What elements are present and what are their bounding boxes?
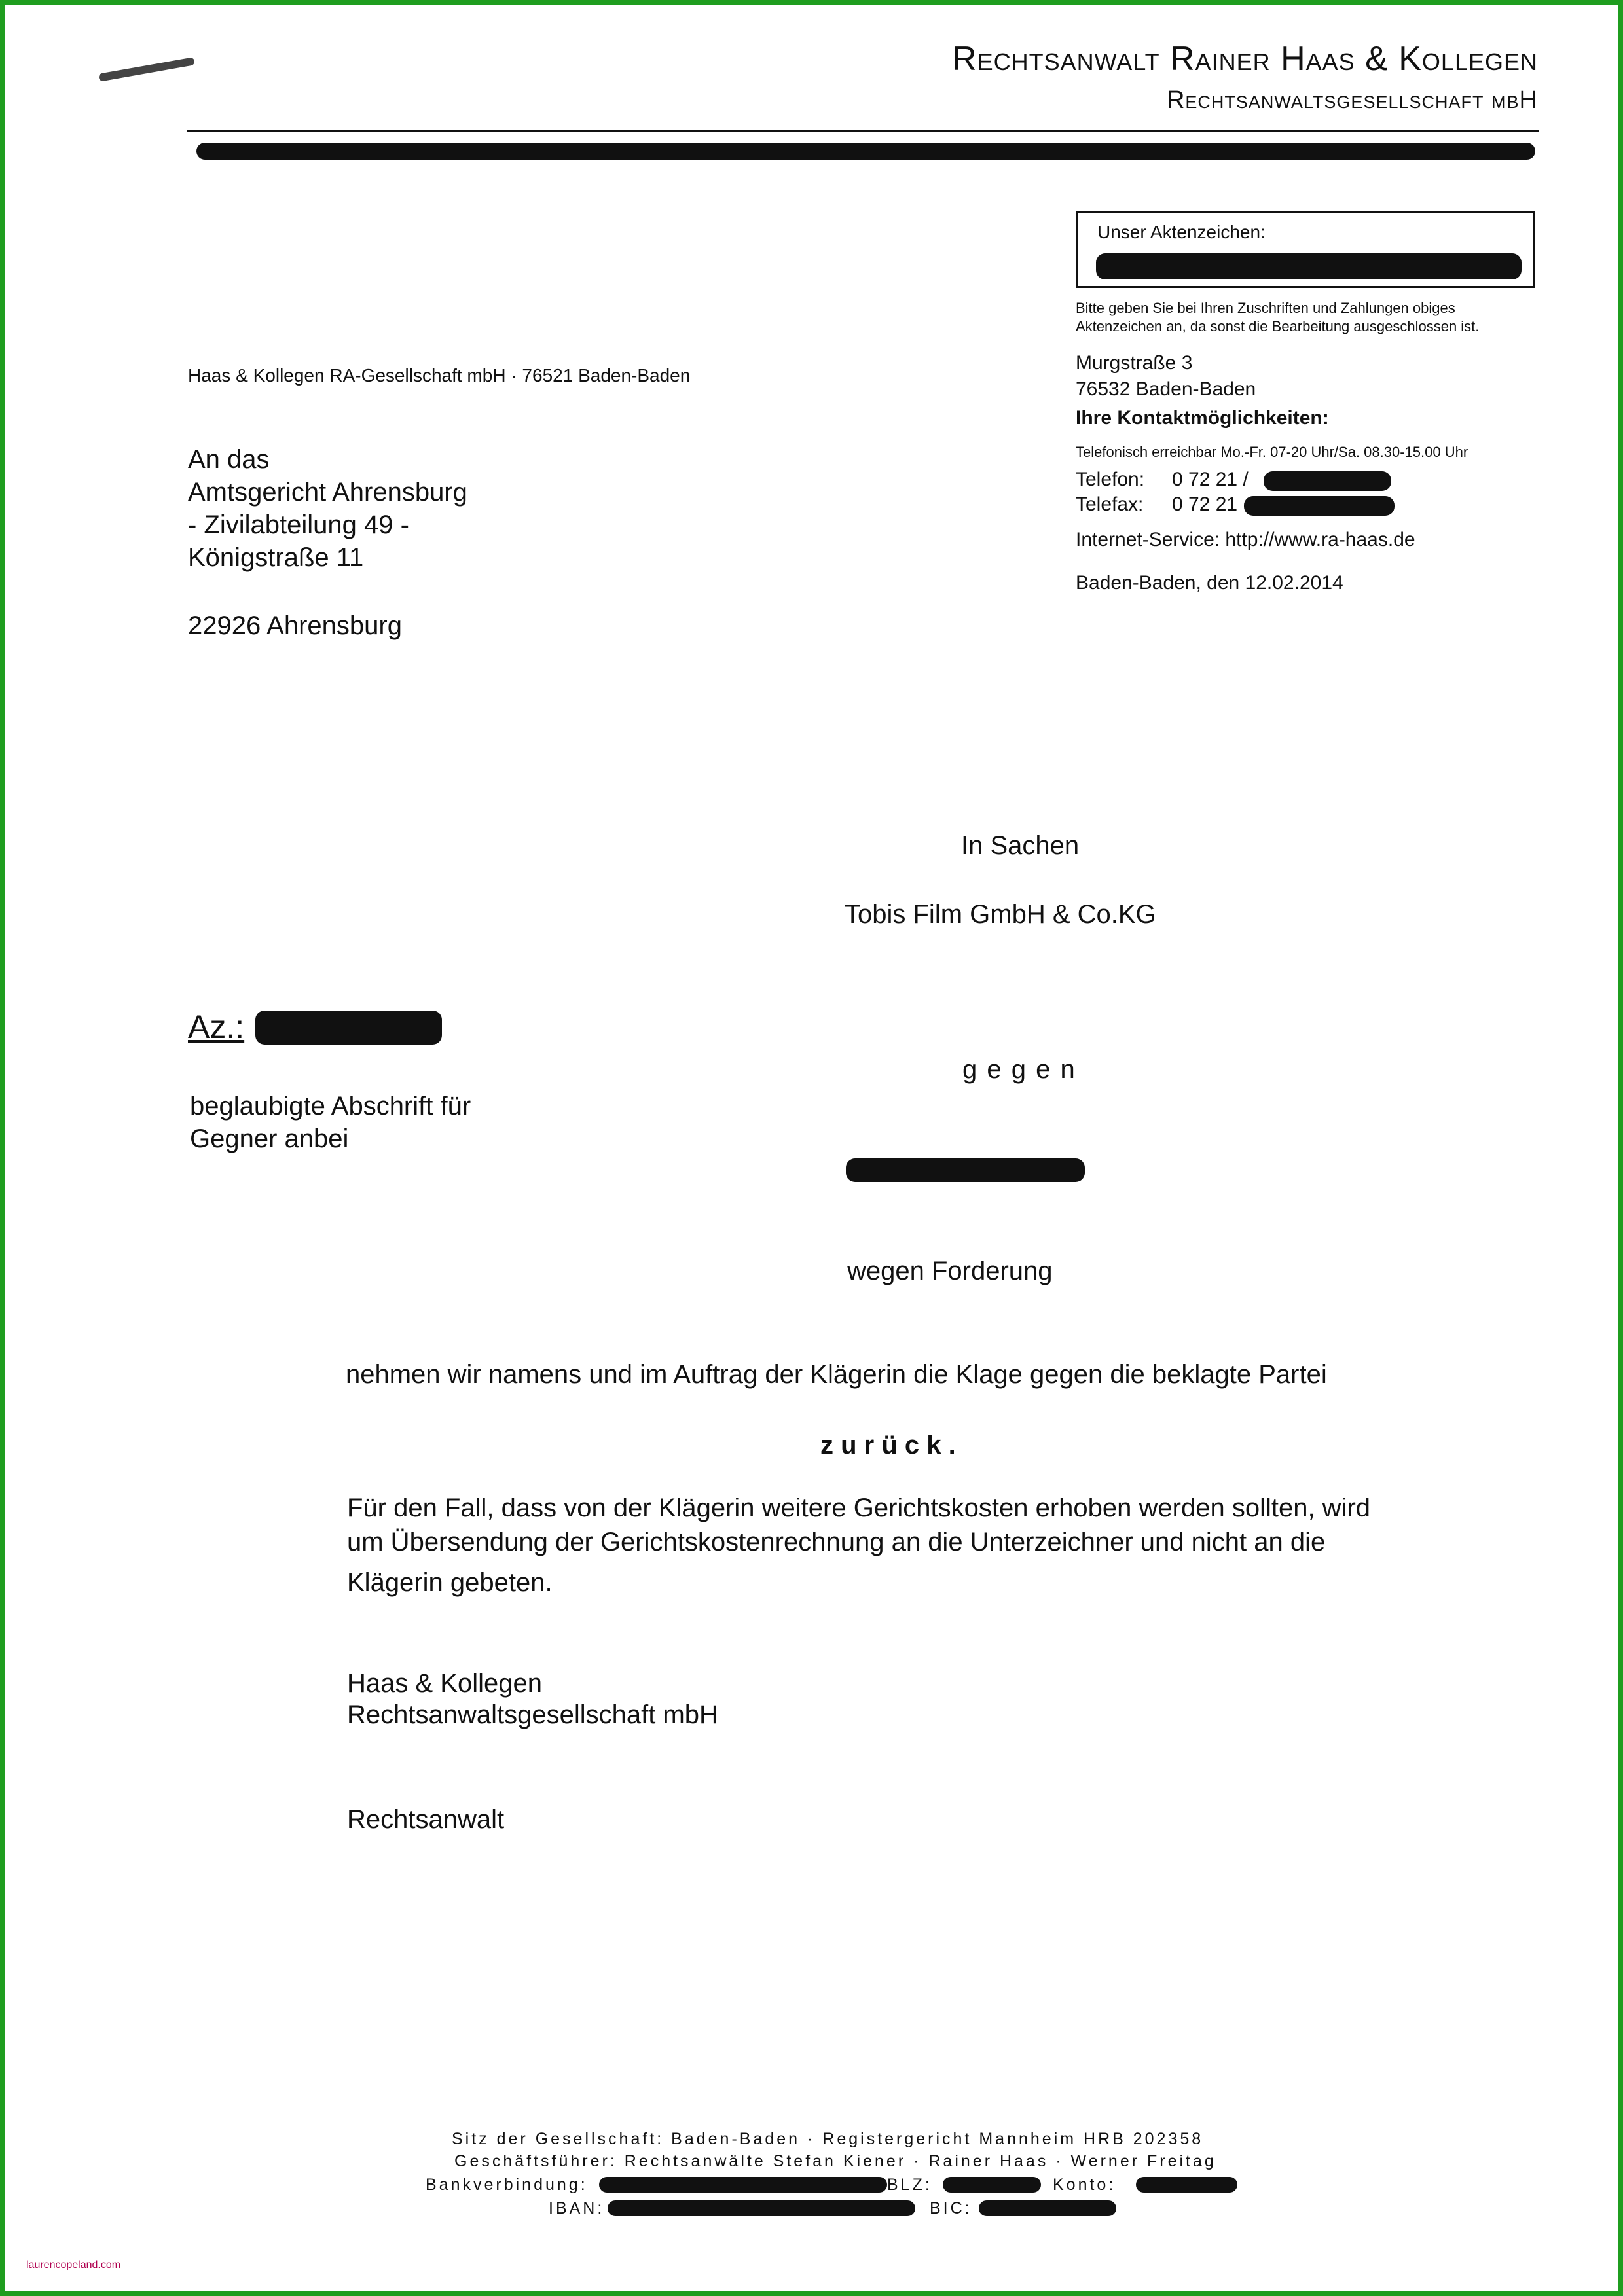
reference-note-2: Aktenzeichen an, da sonst die Bearbeitung ausgeschlossen ist. (1076, 318, 1480, 334)
recipient-street: Königstraße 11 (188, 543, 364, 572)
wegen-forderung: wegen Forderung (847, 1257, 1053, 1285)
signature-title: Rechtsanwalt (347, 1805, 505, 1834)
body-paragraph-2-line-1: Für den Fall, dass von der Klägerin weitere Gerichtskosten erhoben werden sollten, wird (347, 1494, 1371, 1522)
footer-iban-label: IBAN: (549, 2199, 605, 2217)
internet-service: Internet-Service: http://www.ra-haas.de (1076, 529, 1415, 550)
sender-line: Haas & Kollegen RA-Gesellschaft mbH · 76521 Baden-Baden (188, 365, 691, 386)
recipient-line-1: An das (188, 445, 270, 474)
zurueck: z u r ü c k . (820, 1431, 956, 1460)
footer-konto-label: Konto: (1053, 2176, 1116, 2194)
body-paragraph-1: nehmen wir namens und im Auftrag der Klägerin die Klage gegen die beklagte Partei (346, 1360, 1327, 1389)
letterhead-rule (187, 130, 1539, 132)
signature-line-1: Haas & Kollegen (347, 1669, 542, 1698)
reference-label: Unser Aktenzeichen: (1097, 222, 1266, 242)
redacted-az (255, 1011, 442, 1045)
plaintiff-name: Tobis Film GmbH & Co.KG (845, 900, 1156, 929)
phone-value: 0 72 21 / (1172, 469, 1249, 490)
footer-bank-label: Bankverbindung: (426, 2176, 588, 2194)
redacted-phone (1264, 471, 1391, 491)
fax-label: Telefax: (1076, 493, 1144, 515)
az-label: Az.: (188, 1009, 245, 1045)
redacted-konto (1136, 2177, 1237, 2193)
signature-line-2: Rechtsanwaltsgesellschaft mbH (347, 1700, 718, 1729)
recipient-court: Amtsgericht Ahrensburg (188, 478, 467, 507)
office-hours: Telefonisch erreichbar Mo.-Fr. 07-20 Uhr/Sa. 08.30-15.00 Uhr (1076, 444, 1468, 460)
redacted-defendant (846, 1158, 1085, 1182)
firm-subtitle: Rechtsanwaltsgesellschaft mbH (1166, 86, 1538, 114)
reference-note-1: Bitte geben Sie bei Ihren Zuschriften und Zahlungen obiges (1076, 300, 1455, 316)
phone-label: Telefon: (1076, 469, 1145, 490)
copy-note-1: beglaubigte Abschrift für (190, 1092, 471, 1121)
redacted-iban (608, 2200, 915, 2216)
firm-name: Rechtsanwalt Rainer Haas & Kollegen (952, 40, 1538, 78)
redacted-blz (943, 2177, 1041, 2193)
contact-heading: Ihre Kontaktmöglichkeiten: (1076, 407, 1329, 429)
footer-line-2: Geschäftsführer: Rechtsanwälte Stefan Kiener · Rainer Haas · Werner Freitag (454, 2152, 1216, 2170)
recipient-department: - Zivilabteilung 49 - (188, 511, 409, 539)
fax-value: 0 72 21 (1172, 493, 1238, 515)
office-city: 76532 Baden-Baden (1076, 378, 1256, 400)
footer-bic-label: BIC: (930, 2199, 972, 2217)
redacted-bank (599, 2177, 887, 2193)
footer-line-1: Sitz der Gesellschaft: Baden-Baden · Registergericht Mannheim HRB 202358 (452, 2130, 1204, 2148)
copy-note-2: Gegner anbei (190, 1124, 349, 1153)
office-street: Murgstraße 3 (1076, 352, 1193, 374)
recipient-city: 22926 Ahrensburg (188, 611, 402, 640)
redacted-bar (196, 143, 1535, 160)
body-paragraph-2-line-2: um Übersendung der Gerichtskostenrechnung an die Unterzeichner und nicht an die (347, 1528, 1326, 1556)
reference-box (1076, 211, 1535, 288)
redacted-reference (1096, 253, 1522, 279)
redacted-fax (1244, 496, 1395, 516)
body-paragraph-2-line-3: Klägerin gebeten. (347, 1568, 553, 1597)
letter-date: Baden-Baden, den 12.02.2014 (1076, 572, 1343, 594)
gegen: g e g e n (962, 1055, 1076, 1084)
watermark: laurencopeland.com (26, 2259, 121, 2270)
in-sachen: In Sachen (961, 831, 1080, 860)
redacted-bic (979, 2200, 1116, 2216)
footer-blz-label: BLZ: (887, 2176, 932, 2194)
